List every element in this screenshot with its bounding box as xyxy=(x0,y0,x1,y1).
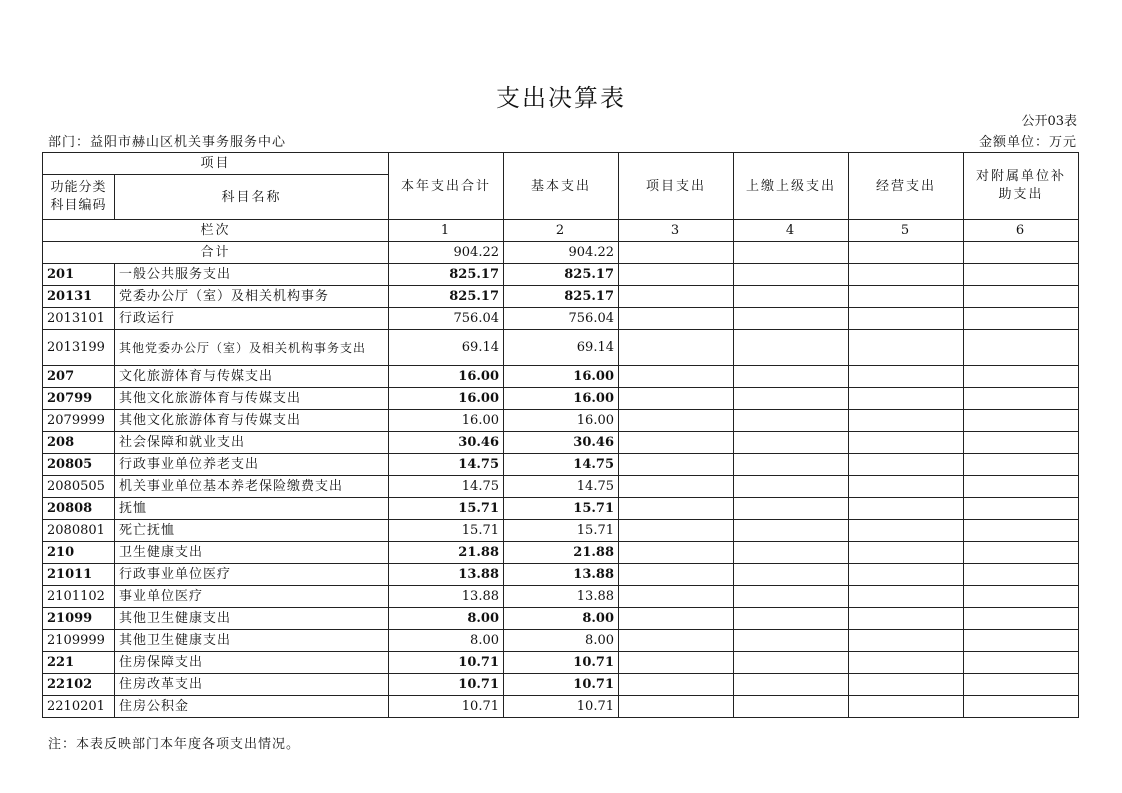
row-project xyxy=(619,652,734,674)
row-project xyxy=(619,498,734,520)
row-basic: 21.88 xyxy=(504,542,619,564)
department-label: 部门：益阳市赫山区机关事务服务中心 xyxy=(48,135,287,150)
row-total: 30.46 xyxy=(389,432,504,454)
row-subsidy xyxy=(964,286,1079,308)
row-business xyxy=(849,264,964,286)
row-name: 住房公积金 xyxy=(115,696,389,718)
row-business xyxy=(849,542,964,564)
row-code: 207 xyxy=(43,366,115,388)
row-code: 2013199 xyxy=(43,330,115,366)
row-code: 2079999 xyxy=(43,410,115,432)
row-upper xyxy=(734,410,849,432)
row-name: 行政事业单位养老支出 xyxy=(115,454,389,476)
row-upper xyxy=(734,630,849,652)
row-project xyxy=(619,586,734,608)
row-subsidy xyxy=(964,410,1079,432)
table-row xyxy=(43,454,1079,476)
row-subsidy xyxy=(964,432,1079,454)
row-total: 756.04 xyxy=(389,308,504,330)
row-project xyxy=(619,630,734,652)
row-name: 住房改革支出 xyxy=(115,674,389,696)
row-total: 14.75 xyxy=(389,454,504,476)
row-basic: 8.00 xyxy=(504,630,619,652)
sum-business xyxy=(849,242,964,264)
row-total: 825.17 xyxy=(389,264,504,286)
row-name: 抚恤 xyxy=(115,498,389,520)
page-title: 支出决算表 xyxy=(496,84,626,112)
row-upper xyxy=(734,586,849,608)
table-row xyxy=(43,308,1079,330)
table-row xyxy=(43,264,1079,286)
row-basic: 825.17 xyxy=(504,286,619,308)
row-business xyxy=(849,674,964,696)
header-project: 项目支出 xyxy=(619,153,734,220)
row-total: 16.00 xyxy=(389,388,504,410)
row-basic: 10.71 xyxy=(504,696,619,718)
expenditure-table xyxy=(42,152,1079,718)
sum-subsidy xyxy=(964,242,1079,264)
row-basic: 15.71 xyxy=(504,498,619,520)
row-total: 8.00 xyxy=(389,608,504,630)
row-business xyxy=(849,454,964,476)
row-total: 15.71 xyxy=(389,498,504,520)
table-row xyxy=(43,286,1079,308)
row-total: 13.88 xyxy=(389,586,504,608)
row-subsidy xyxy=(964,388,1079,410)
table-row xyxy=(43,608,1079,630)
row-code: 2109999 xyxy=(43,630,115,652)
row-upper xyxy=(734,264,849,286)
row-subsidy xyxy=(964,542,1079,564)
row-name: 机关事业单位基本养老保险缴费支出 xyxy=(115,476,389,498)
row-upper xyxy=(734,308,849,330)
row-name: 行政运行 xyxy=(115,308,389,330)
row-basic: 13.88 xyxy=(504,586,619,608)
row-business xyxy=(849,388,964,410)
row-upper xyxy=(734,696,849,718)
row-subsidy xyxy=(964,674,1079,696)
row-business xyxy=(849,410,964,432)
row-upper xyxy=(734,520,849,542)
row-code: 208 xyxy=(43,432,115,454)
row-basic: 825.17 xyxy=(504,264,619,286)
row-upper xyxy=(734,542,849,564)
row-code: 20808 xyxy=(43,498,115,520)
sum-basic: 904.22 xyxy=(504,242,619,264)
header-business: 经营支出 xyxy=(849,153,964,220)
row-basic: 16.00 xyxy=(504,388,619,410)
row-upper xyxy=(734,498,849,520)
table-row xyxy=(43,586,1079,608)
row-code: 2101102 xyxy=(43,586,115,608)
row-project xyxy=(619,432,734,454)
row-total: 8.00 xyxy=(389,630,504,652)
row-total: 21.88 xyxy=(389,542,504,564)
row-business xyxy=(849,520,964,542)
row-basic: 30.46 xyxy=(504,432,619,454)
row-code: 2013101 xyxy=(43,308,115,330)
row-subsidy xyxy=(964,564,1079,586)
row-name: 死亡抚恤 xyxy=(115,520,389,542)
row-code: 20131 xyxy=(43,286,115,308)
header-upper: 上缴上级支出 xyxy=(734,153,849,220)
row-total: 825.17 xyxy=(389,286,504,308)
sum-row xyxy=(43,242,1079,264)
header-subsidy: 对附属单位补助支出 xyxy=(964,153,1079,220)
col-number-3: 3 xyxy=(619,220,734,242)
row-total: 13.88 xyxy=(389,564,504,586)
row-business xyxy=(849,286,964,308)
row-code: 2210201 xyxy=(43,696,115,718)
row-business xyxy=(849,564,964,586)
row-code: 21099 xyxy=(43,608,115,630)
row-project xyxy=(619,520,734,542)
row-project xyxy=(619,308,734,330)
row-name: 住房保障支出 xyxy=(115,652,389,674)
col-number-1: 1 xyxy=(389,220,504,242)
row-project xyxy=(619,696,734,718)
row-name: 党委办公厅（室）及相关机构事务 xyxy=(115,286,389,308)
row-business xyxy=(849,586,964,608)
header-func-code: 功能分类科目编码 xyxy=(43,175,115,220)
row-project xyxy=(619,608,734,630)
sum-project xyxy=(619,242,734,264)
row-upper xyxy=(734,454,849,476)
row-code: 221 xyxy=(43,652,115,674)
row-subsidy xyxy=(964,330,1079,366)
table-row xyxy=(43,652,1079,674)
sum-label: 合计 xyxy=(43,242,389,264)
row-subsidy xyxy=(964,696,1079,718)
row-subsidy xyxy=(964,308,1079,330)
row-subsidy xyxy=(964,498,1079,520)
row-basic: 756.04 xyxy=(504,308,619,330)
row-project xyxy=(619,564,734,586)
row-code: 201 xyxy=(43,264,115,286)
row-basic: 14.75 xyxy=(504,454,619,476)
row-name: 事业单位医疗 xyxy=(115,586,389,608)
row-basic: 15.71 xyxy=(504,520,619,542)
header-lanci: 栏次 xyxy=(43,220,389,242)
form-number: 公开03表 xyxy=(1021,114,1077,129)
row-project xyxy=(619,476,734,498)
row-upper xyxy=(734,564,849,586)
table-row xyxy=(43,542,1079,564)
col-number-5: 5 xyxy=(849,220,964,242)
row-name: 社会保障和就业支出 xyxy=(115,432,389,454)
table-row xyxy=(43,432,1079,454)
row-code: 2080801 xyxy=(43,520,115,542)
row-basic: 10.71 xyxy=(504,674,619,696)
row-business xyxy=(849,608,964,630)
row-name: 其他党委办公厅（室）及相关机构事务支出 xyxy=(115,330,389,366)
table-row xyxy=(43,696,1079,718)
row-total: 10.71 xyxy=(389,674,504,696)
row-total: 10.71 xyxy=(389,696,504,718)
row-name: 其他卫生健康支出 xyxy=(115,608,389,630)
row-business xyxy=(849,366,964,388)
row-total: 14.75 xyxy=(389,476,504,498)
row-upper xyxy=(734,432,849,454)
table-row xyxy=(43,498,1079,520)
row-code: 22102 xyxy=(43,674,115,696)
sum-upper xyxy=(734,242,849,264)
row-business xyxy=(849,498,964,520)
row-project xyxy=(619,366,734,388)
table-row xyxy=(43,674,1079,696)
table-note: 注：本表反映部门本年度各项支出情况。 xyxy=(48,737,301,752)
row-basic: 16.00 xyxy=(504,366,619,388)
row-total: 15.71 xyxy=(389,520,504,542)
row-project xyxy=(619,410,734,432)
row-project xyxy=(619,454,734,476)
row-upper xyxy=(734,674,849,696)
row-basic: 8.00 xyxy=(504,608,619,630)
row-project xyxy=(619,264,734,286)
row-code: 20799 xyxy=(43,388,115,410)
header-item: 项目 xyxy=(43,153,389,175)
row-name: 一般公共服务支出 xyxy=(115,264,389,286)
row-business xyxy=(849,696,964,718)
row-code: 2080505 xyxy=(43,476,115,498)
row-upper xyxy=(734,286,849,308)
col-number-6: 6 xyxy=(964,220,1079,242)
row-upper xyxy=(734,476,849,498)
row-business xyxy=(849,630,964,652)
table-row xyxy=(43,388,1079,410)
row-basic: 13.88 xyxy=(504,564,619,586)
row-total: 10.71 xyxy=(389,652,504,674)
row-project xyxy=(619,330,734,366)
row-name: 文化旅游体育与传媒支出 xyxy=(115,366,389,388)
row-name: 其他文化旅游体育与传媒支出 xyxy=(115,410,389,432)
row-basic: 16.00 xyxy=(504,410,619,432)
row-business xyxy=(849,476,964,498)
row-name: 其他卫生健康支出 xyxy=(115,630,389,652)
row-basic: 14.75 xyxy=(504,476,619,498)
row-subsidy xyxy=(964,454,1079,476)
row-name: 其他文化旅游体育与传媒支出 xyxy=(115,388,389,410)
row-subsidy xyxy=(964,608,1079,630)
table-row xyxy=(43,410,1079,432)
row-upper xyxy=(734,388,849,410)
row-upper xyxy=(734,652,849,674)
row-subsidy xyxy=(964,652,1079,674)
row-upper xyxy=(734,330,849,366)
row-subsidy xyxy=(964,476,1079,498)
row-total: 16.00 xyxy=(389,366,504,388)
header-subject-name: 科目名称 xyxy=(115,175,389,220)
row-name: 行政事业单位医疗 xyxy=(115,564,389,586)
row-code: 210 xyxy=(43,542,115,564)
row-code: 21011 xyxy=(43,564,115,586)
row-business xyxy=(849,432,964,454)
row-name: 卫生健康支出 xyxy=(115,542,389,564)
row-project xyxy=(619,286,734,308)
table-row xyxy=(43,564,1079,586)
row-code: 20805 xyxy=(43,454,115,476)
row-subsidy xyxy=(964,630,1079,652)
table-row xyxy=(43,630,1079,652)
row-business xyxy=(849,308,964,330)
row-total: 69.14 xyxy=(389,330,504,366)
row-business xyxy=(849,652,964,674)
header-total: 本年支出合计 xyxy=(389,153,504,220)
row-subsidy xyxy=(964,264,1079,286)
row-project xyxy=(619,388,734,410)
row-subsidy xyxy=(964,586,1079,608)
col-number-4: 4 xyxy=(734,220,849,242)
table-row xyxy=(43,476,1079,498)
table-row xyxy=(43,366,1079,388)
row-basic: 10.71 xyxy=(504,652,619,674)
sum-total: 904.22 xyxy=(389,242,504,264)
row-total: 16.00 xyxy=(389,410,504,432)
table-row xyxy=(43,520,1079,542)
row-upper xyxy=(734,608,849,630)
row-basic: 69.14 xyxy=(504,330,619,366)
row-project xyxy=(619,542,734,564)
row-subsidy xyxy=(964,520,1079,542)
header-basic: 基本支出 xyxy=(504,153,619,220)
col-number-2: 2 xyxy=(504,220,619,242)
table-row xyxy=(43,330,1079,366)
row-upper xyxy=(734,366,849,388)
row-subsidy xyxy=(964,366,1079,388)
row-project xyxy=(619,674,734,696)
amount-unit-label: 金额单位：万元 xyxy=(978,135,1077,150)
row-business xyxy=(849,330,964,366)
